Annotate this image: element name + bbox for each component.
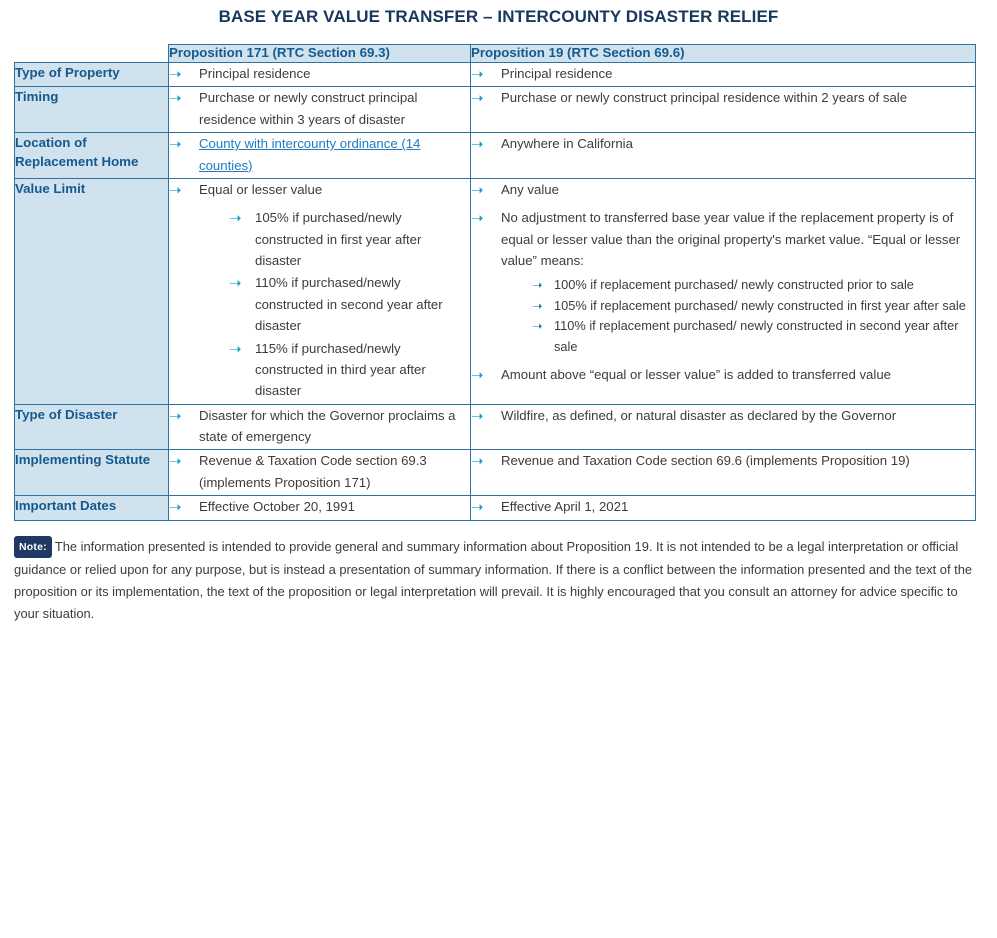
bullet-item [471,207,975,357]
bullet-list [532,275,975,357]
arrow-bullet-icon: ➝ [471,89,484,108]
bullet-item [471,405,975,426]
bullet-list [471,87,975,108]
bullet-item [169,133,470,176]
bullet-item [532,296,975,316]
intercounty-ordinance-link[interactable]: County with intercounty ordinance (14 counties) [199,136,421,173]
bullet-list [471,405,975,426]
bullet-text: Purchase or newly construct principal residence within 2 years of sale [501,90,908,106]
bullet-item [169,87,470,130]
bullet-item [532,316,975,357]
arrow-bullet-icon: ➝ [169,180,182,199]
arrow-bullet-icon: ➝ [169,65,182,83]
column-header-proposition-171: Proposition 171 (RTC Section 69.3) [169,45,471,63]
table-row [15,450,976,496]
bullet-item [532,275,975,295]
bullet-item [169,63,470,84]
arrow-bullet-icon: ➝ [532,277,543,293]
table-body [15,63,976,521]
cell-proposition-19 [471,133,976,179]
row-label-type-of-disaster: Type of Disaster [15,404,169,450]
cell-proposition-171 [169,496,471,520]
bullet-text: 105% if purchased/newly constructed in first year after disaster [255,210,422,268]
bullet-item [169,450,470,493]
bullet-list [169,63,470,84]
cell-proposition-171 [169,63,471,87]
bullet-item [471,87,975,108]
bullet-text: Anywhere in California [501,136,633,152]
cell-proposition-171 [169,178,471,404]
bullet-item [229,207,470,271]
arrow-bullet-icon: ➝ [169,135,182,154]
bullet-text: Principal residence [199,66,311,81]
arrow-bullet-icon: ➝ [229,339,242,358]
cell-proposition-19 [471,450,976,496]
bullet-item [229,272,470,336]
bullet-item [229,338,470,402]
bullet-list [169,87,470,130]
row-label-location-of-replacement-home: Location of Replacement Home [15,133,169,179]
table-row [15,404,976,450]
bullet-item [471,450,975,471]
bullet-text: No adjustment to transferred base year value if the replacement property is of equal or lesser value than the original property's market value. “Equal or lesser value” means: [501,210,961,268]
bullet-list [471,450,975,471]
note-badge: Note: [14,536,52,558]
bullet-item [169,179,470,402]
cell-proposition-19 [471,404,976,450]
arrow-bullet-icon: ➝ [169,89,182,108]
arrow-bullet-icon: ➝ [471,452,484,471]
table-row [15,178,976,404]
arrow-bullet-icon: ➝ [471,366,484,385]
bullet-list [169,179,470,402]
table-corner-cell [15,45,169,63]
arrow-bullet-icon: ➝ [532,318,543,334]
arrow-bullet-icon: ➝ [169,406,182,425]
table-header-row [15,45,976,63]
row-label-important-dates: Important Dates [15,496,169,520]
row-label-timing: Timing [15,87,169,133]
row-label-implementing-statute: Implementing Statute [15,450,169,496]
bullet-list [471,179,975,386]
cell-proposition-171 [169,133,471,179]
bullet-text: 105% if replacement purchased/ newly constructed in first year after sale [554,297,966,313]
bullet-list [169,450,470,493]
bullet-text: Wildfire, as defined, or natural disaster as declared by the Governor [501,407,897,423]
bullet-text: 115% if purchased/newly constructed in third year after disaster [255,340,426,399]
cell-proposition-171 [169,404,471,450]
bullet-text: Disaster for which the Governor proclaims a state of emergency [199,407,456,444]
table-row [15,87,976,133]
cell-proposition-19 [471,87,976,133]
bullet-item [471,133,975,154]
bullet-list [471,496,975,517]
bullet-text: Principal residence [501,66,613,81]
cell-proposition-171 [169,450,471,496]
bullet-item [471,364,975,385]
bullet-text: 110% if purchased/newly constructed in second year after disaster [255,275,443,334]
comparison-table [14,44,976,520]
bullet-item [169,496,470,517]
bullet-list [471,63,975,84]
arrow-bullet-icon: ➝ [532,297,543,313]
bullet-list [229,207,470,401]
bullet-text: Revenue & Taxation Code section 69.3 (implements Proposition 171) [199,453,427,490]
bullet-item [471,179,975,200]
arrow-bullet-icon: ➝ [471,135,484,154]
bullet-item [471,496,975,517]
cell-proposition-19 [471,496,976,520]
bullet-item [471,63,975,84]
arrow-bullet-icon: ➝ [471,209,484,228]
arrow-bullet-icon: ➝ [169,498,182,517]
row-label-type-of-property: Type of Property [15,63,169,87]
bullet-text: Revenue and Taxation Code section 69.6 (implements Proposition 19) [501,453,910,469]
bullet-item [169,405,470,448]
arrow-bullet-icon: ➝ [471,498,484,517]
arrow-bullet-icon: ➝ [471,65,484,83]
footer-note [14,536,983,626]
table-row [15,496,976,520]
arrow-bullet-icon: ➝ [169,452,182,471]
arrow-bullet-icon: ➝ [229,274,242,293]
bullet-text: Any value [501,181,559,197]
bullet-list [169,405,470,448]
bullet-text: Equal or lesser value [199,181,323,197]
note-text: The information presented is intended to provide general and summary information about Proposition 19. It is not intended to be a legal interpretation or official guidance or relied upon for any purpose, but is instead a presentation of summary information. If there is a conflict between the information presented and the text of the proposition or its implementation, the text of the proposition or legal interpretation will prevail. It is highly encouraged that you consult an attorney for advice specific to your situation. [14,538,973,621]
arrow-bullet-icon: ➝ [229,209,242,228]
bullet-list [169,133,470,176]
bullet-text: 100% if replacement purchased/ newly constructed prior to sale [554,277,914,293]
bullet-text: Effective October 20, 1991 [199,499,355,515]
cell-proposition-19 [471,63,976,87]
arrow-bullet-icon: ➝ [471,406,484,425]
bullet-list [169,496,470,517]
cell-proposition-19 [471,178,976,404]
arrow-bullet-icon: ➝ [471,180,484,199]
table-row [15,133,976,179]
bullet-text: 110% if replacement purchased/ newly constructed in second year after sale [554,318,959,354]
cell-proposition-171 [169,87,471,133]
row-label-value-limit: Value Limit [15,178,169,404]
page-title: BASE YEAR VALUE TRANSFER – INTERCOUNTY DISASTER RELIEF [218,7,779,26]
bullet-text: Amount above “equal or lesser value” is added to transferred value [501,367,891,383]
column-header-proposition-19: Proposition 19 (RTC Section 69.6) [471,45,976,63]
bullet-text: Effective April 1, 2021 [501,499,629,515]
table-header [15,45,976,63]
bullet-text: Purchase or newly construct principal residence within 3 years of disaster [199,90,418,127]
table-row [15,63,976,87]
bullet-list [471,133,975,154]
